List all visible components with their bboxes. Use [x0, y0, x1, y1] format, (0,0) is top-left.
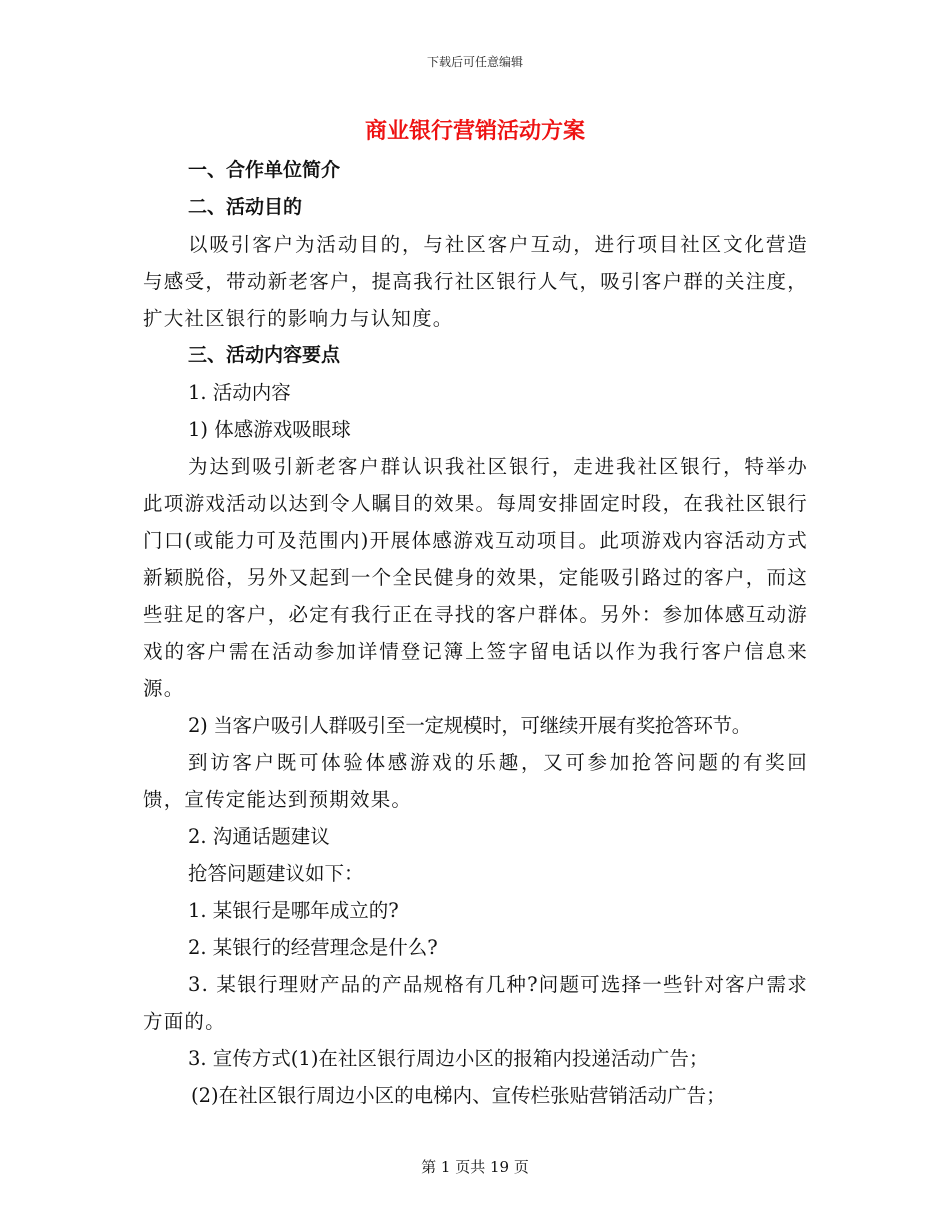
quiz-question-3: 3. 某银行理财产品的产品规格有几种?问题可选择一些针对客户需求方面的。 [143, 973, 808, 1033]
quiz-question-1: 1. 某银行是哪年成立的? [188, 899, 399, 922]
section-heading-2: 二、活动目的 [188, 196, 303, 218]
quiz-question-2: 2. 某银行的经营理念是什么? [188, 936, 438, 959]
document-title: 商业银行营销活动方案 [364, 119, 585, 144]
document-body [143, 152, 808, 1114]
item-topic-suggestions: 2. 沟通话题建议 [188, 825, 330, 848]
subitem-quiz: 2) 当客户吸引人群吸引至一定规模时，可继续开展有奖抢答环节。 [188, 714, 751, 737]
paragraph-activity-purpose: 以吸引客户为活动目的，与社区客户互动，进行项目社区文化营造与感受，带动新老客户，提高我行社区银行人气，吸引客户群的关注度，扩大社区银行的影响力与认知度。 [143, 233, 808, 330]
paragraph-motion-game: 为达到吸引新老客户群认识我社区银行，走进我社区银行，特举办此项游戏活动以达到令人瞩目的效果。每周安排固定时段，在我社区银行门口(或能力可及范围内)开展体感游戏互动项目。此项游戏内容活动方式新颖脱俗，另外又起到一个全民健身的效果，定能吸引路过的客户，而这些驻足的客户，必定有我行正在寻找的客户群体。另外：参加体感互动游戏的客户需在活动参加详情登记簿上签字留电话以作为我行客户信息来源。 [143, 455, 808, 700]
section-heading-1: 一、合作单位简介 [188, 159, 341, 181]
promotion-method-2: (2)在社区银行周边小区的电梯内、宣传栏张贴营销活动广告； [191, 1084, 726, 1107]
paragraph-quiz: 到访客户既可体验体感游戏的乐趣，又可参加抢答问题的有奖回馈，宣传定能达到预期效果。 [143, 751, 808, 811]
header-note: 下载后可任意编辑 [426, 55, 523, 69]
section-heading-3: 三、活动内容要点 [188, 344, 341, 366]
quiz-intro: 抢答问题建议如下： [188, 862, 364, 885]
item-activity-content: 1. 活动内容 [188, 381, 291, 404]
page-number: 第 1 页共 19 页 [421, 1158, 529, 1176]
item-promotion-methods: 3. 宣传方式(1)在社区银行周边小区的报箱内投递活动广告； [188, 1047, 709, 1070]
subitem-motion-game: 1) 体感游戏吸眼球 [188, 418, 351, 441]
